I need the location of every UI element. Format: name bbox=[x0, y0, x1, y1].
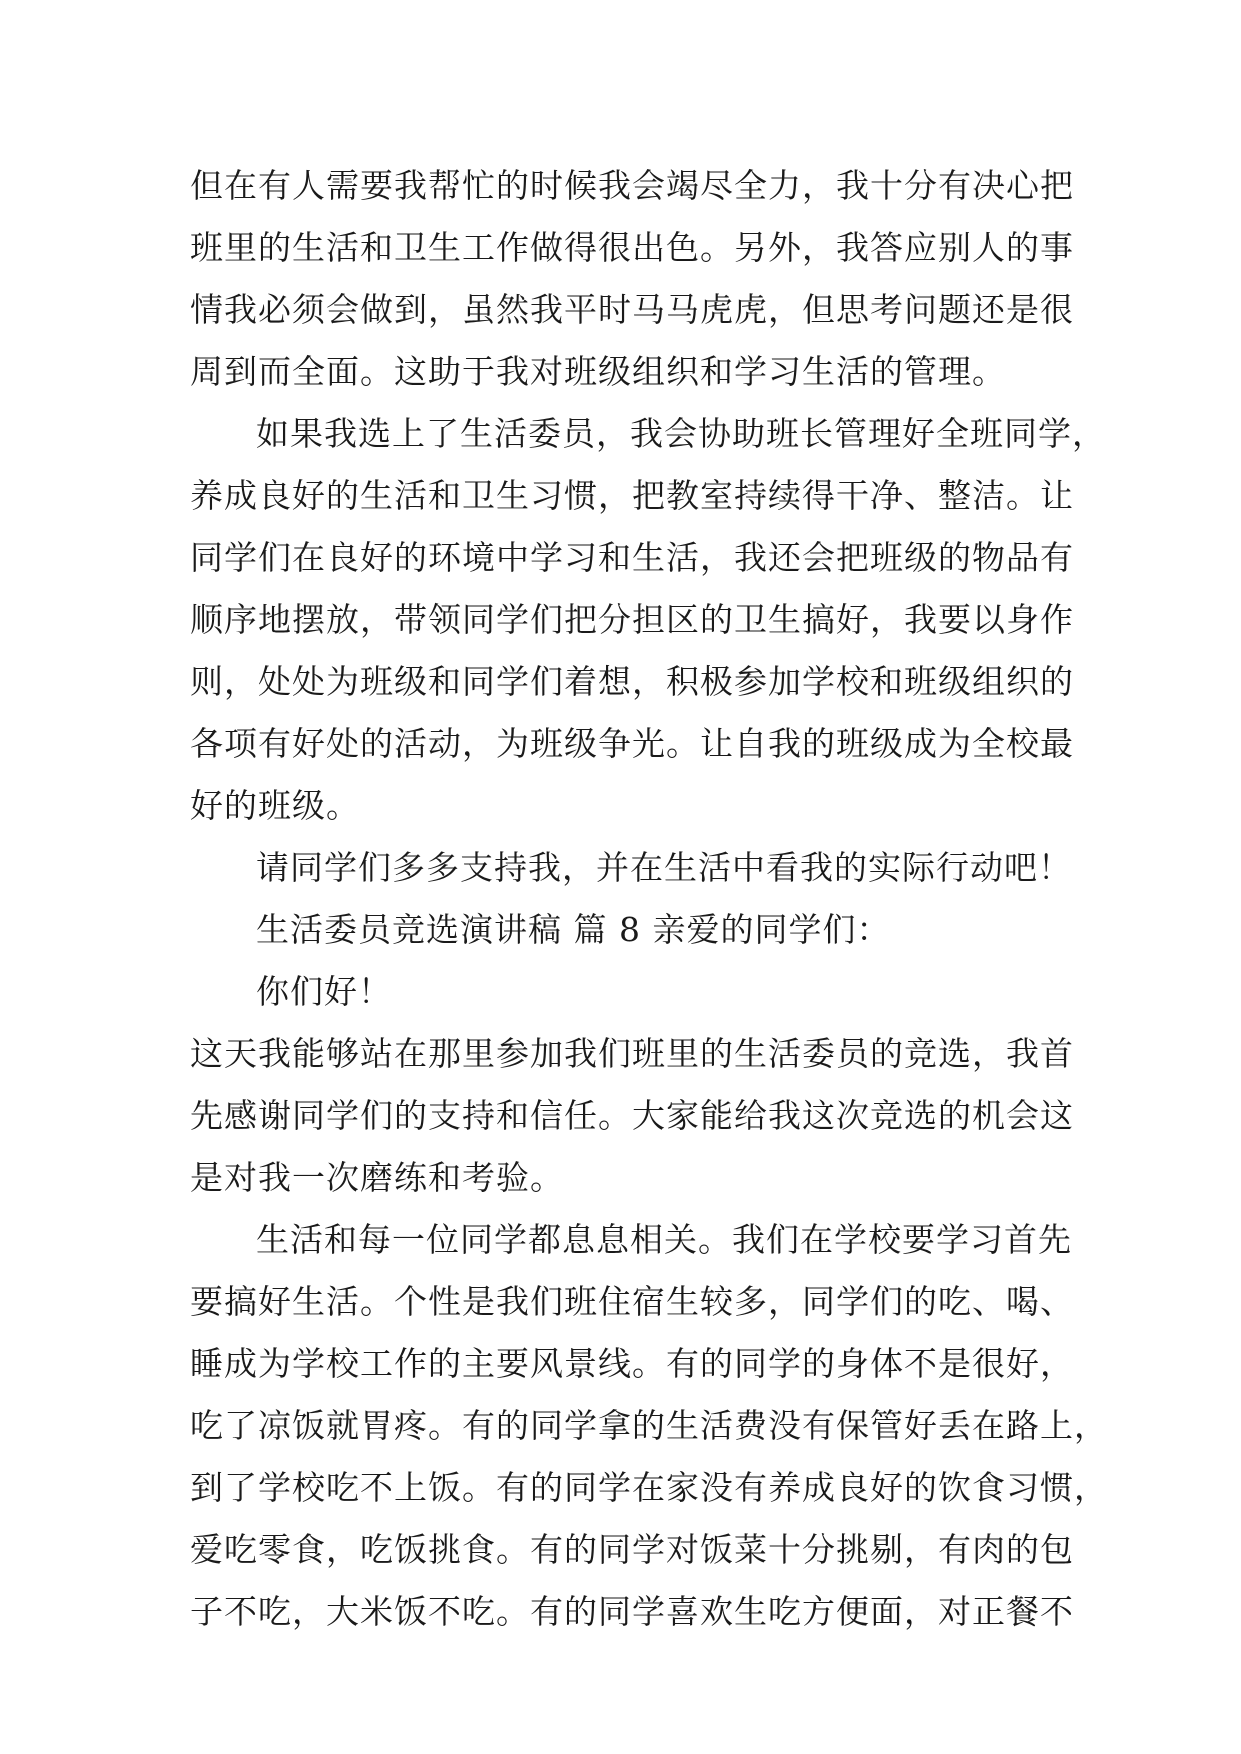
paragraph-start-line: 如果我选上了生活委员，我会协助班长管理好全班同学， bbox=[256, 414, 1106, 453]
text-line: 各项有好处的活动，为班级争光。让自我的班级成为全校最 bbox=[190, 724, 1074, 763]
text-line: 好的班级。 bbox=[190, 786, 360, 825]
text-line: 这天我能够站在那里参加我们班里的生活委员的竞选，我首 bbox=[190, 1034, 1074, 1073]
text-line: 子不吃，大米饭不吃。有的同学喜欢生吃方便面，对正餐不 bbox=[190, 1592, 1074, 1631]
document-body bbox=[190, 155, 1108, 1643]
text-line: 要搞好生活。个性是我们班住宿生较多，同学们的吃、喝、 bbox=[190, 1282, 1074, 1321]
text-line: 班里的生活和卫生工作做得很出色。另外，我答应别人的事 bbox=[190, 228, 1074, 267]
text-line: 先感谢同学们的支持和信任。大家能给我这次竞选的机会这 bbox=[190, 1096, 1074, 1135]
greeting-line: 你们好！ bbox=[256, 972, 392, 1011]
text-line: 是对我一次磨练和考验。 bbox=[190, 1158, 564, 1197]
paragraph-start-line: 请同学们多多支持我，并在生活中看我的实际行动吧！ bbox=[256, 848, 1072, 887]
text-line: 则，处处为班级和同学们着想，积极参加学校和班级组织的 bbox=[190, 662, 1074, 701]
text-line: 同学们在良好的环境中学习和生活，我还会把班级的物品有 bbox=[190, 538, 1074, 577]
text-line: 睡成为学校工作的主要风景线。有的同学的身体不是很好， bbox=[190, 1344, 1074, 1383]
text-line: 到了学校吃不上饭。有的同学在家没有养成良好的饮食习惯， bbox=[190, 1468, 1108, 1507]
section-heading-line: 生活委员竞选演讲稿 篇 8 亲爱的同学们： bbox=[256, 910, 891, 949]
text-line: 情我必须会做到，虽然我平时马马虎虎，但思考问题还是很 bbox=[190, 290, 1074, 329]
text-line: 吃了凉饭就胃疼。有的同学拿的生活费没有保管好丢在路上， bbox=[190, 1406, 1108, 1445]
text-line: 爱吃零食，吃饭挑食。有的同学对饭菜十分挑剔，有肉的包 bbox=[190, 1530, 1074, 1569]
text-line: 顺序地摆放，带领同学们把分担区的卫生搞好，我要以身作 bbox=[190, 600, 1074, 639]
text-line: 周到而全面。这助于我对班级组织和学习生活的管理。 bbox=[190, 352, 1006, 391]
text-line: 但在有人需要我帮忙的时候我会竭尽全力，我十分有决心把 bbox=[190, 166, 1074, 205]
paragraph-start-line: 生活和每一位同学都息息相关。我们在学校要学习首先 bbox=[256, 1220, 1072, 1259]
text-line: 养成良好的生活和卫生习惯，把教室持续得干净、整洁。让 bbox=[190, 476, 1074, 515]
